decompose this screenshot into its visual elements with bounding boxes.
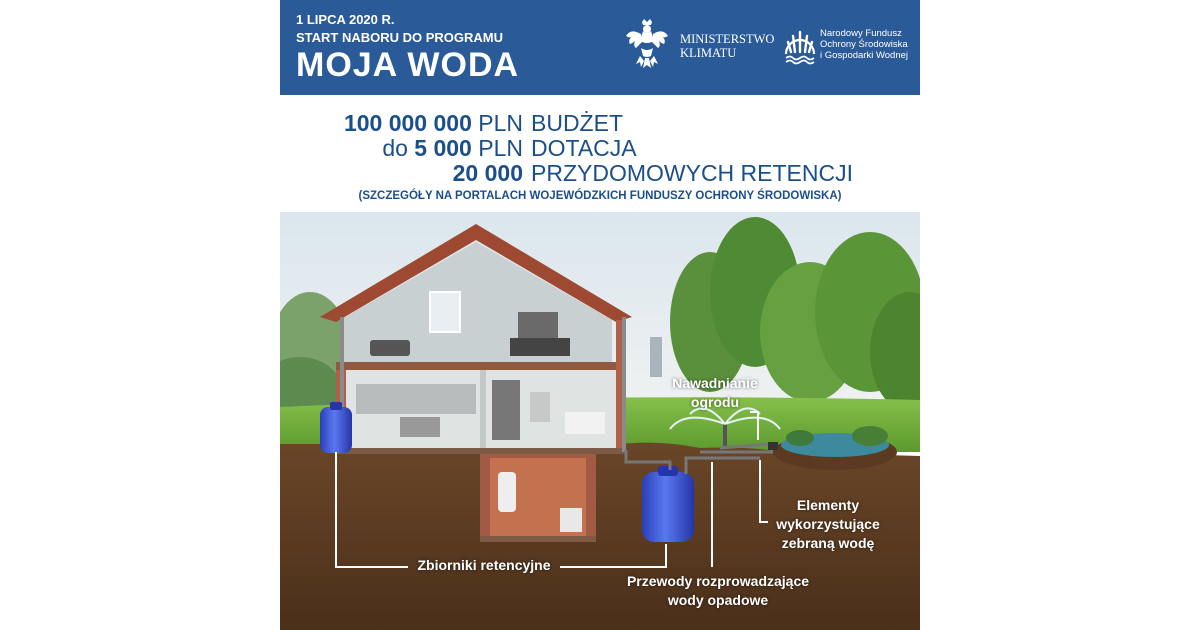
fund-name <box>820 28 920 61</box>
nfosigw-logo-icon <box>784 24 816 66</box>
ministry-name <box>680 32 774 60</box>
figure-budget-amount: 100 000 000 PLN <box>343 110 523 136</box>
callout-elements-line1: Elementy <box>796 497 860 513</box>
callout-pipes-line2: wody opadowe <box>667 592 769 608</box>
retention-tank-right <box>642 466 694 542</box>
start-date: 1 LIPCA 2020 R. <box>296 12 395 27</box>
callout-irrigation-line1: Nawadnianie <box>672 375 758 391</box>
ministry-line1: MINISTERSTWO <box>680 32 775 46</box>
figure-retention-label: PRZYDOMOWYCH RETENCJI <box>531 160 853 186</box>
program-title: MOJA WODA <box>296 46 520 84</box>
callout-tanks: Zbiorniki retencyjne <box>417 557 551 573</box>
details-note: (SZCZEGÓŁY NA PORTALACH WOJEWÓDZKICH FUNDUSZY OCHRONY ŚRODOWISKA) <box>358 190 842 202</box>
fund-line2: Ochrony Środowiska <box>820 39 908 50</box>
figure-grant-label: DOTACJA <box>531 135 637 161</box>
callout-elements-line2: wykorzystujące <box>776 516 880 532</box>
retention-tank-left <box>320 402 352 453</box>
callout-irrigation <box>660 374 770 412</box>
polish-eagle-icon <box>625 18 669 72</box>
figure-grant-amount: do 5 000 PLN <box>382 135 523 161</box>
callout-irrigation-line2: ogrodu <box>690 394 740 410</box>
infographic-card <box>280 0 920 630</box>
callout-elements-line3: zebraną wodę <box>781 535 875 551</box>
key-figures <box>280 110 920 190</box>
callout-pipes-line1: Przewody rozprowadzające <box>626 573 810 589</box>
house-retention-illustration <box>280 212 920 630</box>
fund-line1: Narodowy Fundusz <box>820 28 902 39</box>
callout-pipes <box>610 572 826 610</box>
figure-retention-amount: 20 000 <box>452 160 523 186</box>
start-subtitle: START NABORU DO PROGRAMU <box>296 30 504 45</box>
callout-elements <box>768 496 888 553</box>
ministry-line2: KLIMATU <box>680 46 737 60</box>
header-banner <box>280 0 920 95</box>
figure-budget-label: BUDŻET <box>531 110 623 136</box>
fund-line3: i Gospodarki Wodnej <box>820 50 909 61</box>
